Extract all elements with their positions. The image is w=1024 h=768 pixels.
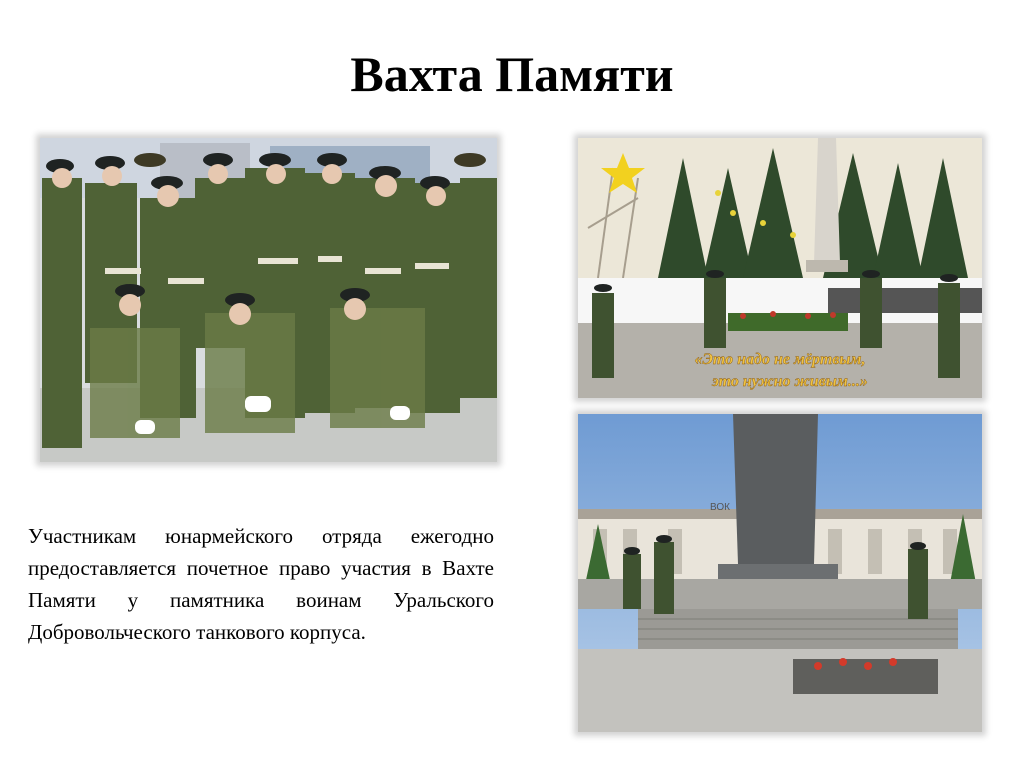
- quote-line-2: это нужно живым...»: [712, 373, 868, 390]
- photo-memorial-eternal-flame: [578, 414, 982, 732]
- quote-line-1: «Это надо не мёртвым,: [694, 351, 866, 368]
- photo-honor-guard-obelisk: [578, 138, 982, 398]
- guard-illustration: [578, 138, 982, 398]
- station-sign: ВОК: [710, 502, 730, 513]
- monument-illustration: [578, 414, 982, 732]
- slide-caption: Участникам юнармейского отряда ежегодно предоставляется почетное право участия в Вахте Памяти у памятника воинам Уральского Добровольческого танкового корпуса.: [28, 524, 494, 644]
- photo-cadets-group: [40, 138, 497, 462]
- slide-title: Вахта Памяти: [350, 46, 674, 102]
- cadets-illustration: [40, 138, 497, 462]
